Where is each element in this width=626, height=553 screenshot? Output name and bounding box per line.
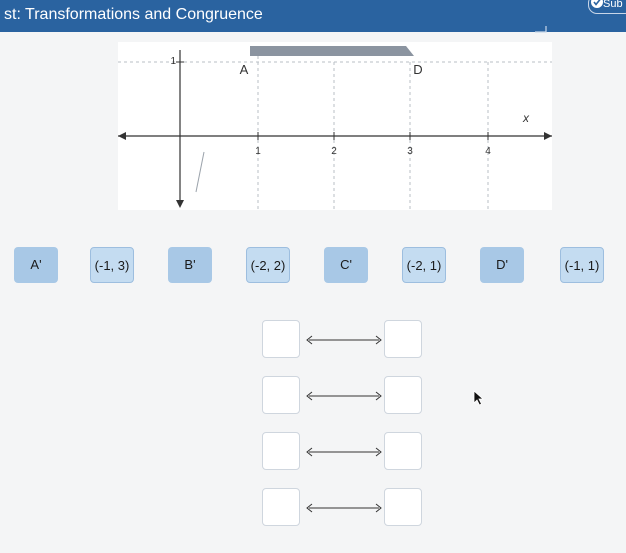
point-label-a: A bbox=[239, 62, 249, 77]
point-label-d: D bbox=[413, 62, 423, 77]
check-circle-icon bbox=[591, 0, 603, 8]
y-axis bbox=[176, 50, 184, 208]
tile-coord-neg1-3[interactable]: (-1, 3) bbox=[90, 247, 134, 283]
drop-slot-left[interactable] bbox=[262, 320, 300, 358]
drop-slot-right[interactable] bbox=[384, 320, 422, 358]
mouse-pointer-icon bbox=[473, 390, 485, 406]
match-row bbox=[262, 320, 424, 360]
match-row bbox=[262, 488, 424, 528]
coordinate-graph bbox=[118, 42, 552, 210]
tile-b-prime[interactable]: B' bbox=[168, 247, 212, 283]
match-row bbox=[262, 376, 424, 416]
pencil-mark bbox=[196, 152, 204, 192]
tile-c-prime[interactable]: C' bbox=[324, 247, 368, 283]
drop-slot-right[interactable] bbox=[384, 376, 422, 414]
double-arrow-icon bbox=[306, 446, 382, 458]
double-arrow-icon bbox=[306, 502, 382, 514]
tile-a-prime[interactable]: A' bbox=[14, 247, 58, 283]
grid-lines bbox=[118, 50, 552, 210]
tile-coord-neg2-2[interactable]: (-2, 2) bbox=[246, 247, 290, 283]
double-arrow-icon bbox=[306, 390, 382, 402]
header-bar bbox=[0, 0, 626, 32]
drop-slot-left[interactable] bbox=[262, 432, 300, 470]
submit-button[interactable]: Sub bbox=[588, 0, 626, 14]
x-axis-label: x bbox=[523, 111, 529, 125]
x-tick-label-3: 3 bbox=[407, 146, 413, 157]
drop-slot-right[interactable] bbox=[384, 432, 422, 470]
drop-slot-left[interactable] bbox=[262, 376, 300, 414]
drop-slot-right[interactable] bbox=[384, 488, 422, 526]
y-tick-label: 1 bbox=[170, 56, 176, 67]
match-row bbox=[262, 432, 424, 472]
shape-top bbox=[250, 46, 414, 56]
x-tick-label-2: 2 bbox=[331, 146, 337, 157]
tile-d-prime[interactable]: D' bbox=[480, 247, 524, 283]
tile-coord-neg2-1[interactable]: (-2, 1) bbox=[402, 247, 446, 283]
x-tick-label-1: 1 bbox=[255, 146, 261, 157]
x-axis bbox=[118, 132, 552, 140]
tile-coord-neg1-1[interactable]: (-1, 1) bbox=[560, 247, 604, 283]
scroll-up-arrow-icon[interactable] bbox=[534, 24, 548, 34]
drop-slot-left[interactable] bbox=[262, 488, 300, 526]
x-tick-label-4: 4 bbox=[485, 146, 491, 157]
double-arrow-icon bbox=[306, 334, 382, 346]
page-title: st: Transformations and Congruence bbox=[4, 6, 263, 23]
